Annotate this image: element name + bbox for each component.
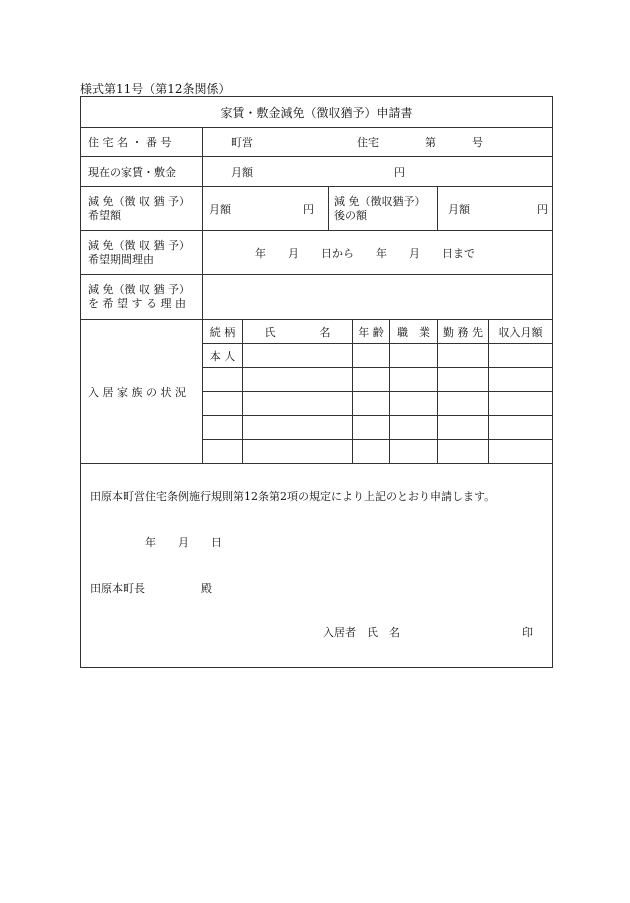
- family-header-occupation: 職 業: [390, 320, 438, 344]
- desired-amount-field[interactable]: [203, 187, 329, 231]
- period-value: 年 月 日から 年 月 日まで: [255, 246, 475, 260]
- family-header-age: 年 齢: [353, 320, 390, 344]
- family-name-cell[interactable]: [243, 344, 353, 368]
- address-number-prefix: 第: [425, 136, 436, 149]
- family-occupation-cell[interactable]: [390, 440, 438, 464]
- after-monthly-label: 月額: [448, 202, 470, 216]
- family-income-cell[interactable]: [489, 440, 553, 464]
- declaration-addressee: 田原本町長: [90, 582, 145, 595]
- family-workplace-cell[interactable]: [438, 368, 489, 392]
- address-town: 町営: [231, 136, 253, 149]
- family-income-cell[interactable]: [489, 392, 553, 416]
- family-name-cell[interactable]: [243, 368, 353, 392]
- family-occupation-cell[interactable]: [390, 392, 438, 416]
- address-field[interactable]: [203, 128, 553, 157]
- family-income-cell[interactable]: [489, 416, 553, 440]
- address-label: 住 宅 名 ・ 番 号: [81, 128, 203, 157]
- address-housing: 住宅: [357, 136, 379, 149]
- family-occupation-cell[interactable]: [390, 368, 438, 392]
- reason-label: 減 免（徴 収 猶 予） を 希 望 す る 理 由: [81, 275, 203, 320]
- family-occupation-cell[interactable]: [390, 416, 438, 440]
- period-field[interactable]: [203, 231, 553, 275]
- form-number-label: 様式第11号（第12条関係）: [80, 82, 231, 96]
- desired-yen-label: 円: [303, 202, 314, 216]
- form-title: 家賃・敷金減免（徴収猶予）申請書: [81, 97, 553, 128]
- current-rent-field[interactable]: [203, 157, 553, 187]
- family-name-cell[interactable]: [243, 392, 353, 416]
- family-self-relation: 本 人: [203, 344, 243, 368]
- family-age-cell[interactable]: [353, 368, 390, 392]
- family-header-name: 氏 名: [243, 320, 353, 344]
- declaration-honorific: 殿: [201, 582, 212, 595]
- application-form-table: [80, 96, 553, 668]
- family-header-relation: 続 柄: [203, 320, 243, 344]
- family-name-cell[interactable]: [243, 416, 353, 440]
- desired-monthly-label: 月額: [209, 202, 231, 216]
- resident-name-label: 入居者 氏 名: [323, 626, 400, 639]
- family-name-cell[interactable]: [243, 440, 353, 464]
- current-monthly-label: 月額: [231, 165, 253, 179]
- address-number-suffix: 号: [472, 136, 483, 149]
- family-age-cell[interactable]: [353, 344, 390, 368]
- declaration-date[interactable]: 年 月 日: [145, 536, 222, 549]
- after-amount-field[interactable]: [438, 187, 553, 231]
- seal-mark: 印: [522, 626, 533, 639]
- desired-amount-label: 減 免（徴 収 猶 予） 希望額: [81, 187, 203, 231]
- reason-field[interactable]: [203, 275, 553, 320]
- family-status-label: 入 居 家 族 の 状 況: [81, 320, 203, 464]
- family-workplace-cell[interactable]: [438, 344, 489, 368]
- family-relation-cell[interactable]: [203, 440, 243, 464]
- family-header-income: 収入月額: [489, 320, 553, 344]
- family-relation-cell[interactable]: [203, 392, 243, 416]
- family-age-cell[interactable]: [353, 416, 390, 440]
- family-workplace-cell[interactable]: [438, 416, 489, 440]
- family-workplace-cell[interactable]: [438, 392, 489, 416]
- family-age-cell[interactable]: [353, 440, 390, 464]
- current-rent-label: 現在の家賃・敷金: [81, 157, 203, 187]
- family-income-cell[interactable]: [489, 344, 553, 368]
- after-amount-label: 減 免（徴収猶予） 後の額: [329, 187, 438, 231]
- after-yen-label: 円: [537, 202, 548, 216]
- declaration-section: [81, 464, 553, 668]
- family-header-workplace: 勤 務 先: [438, 320, 489, 344]
- family-occupation-cell[interactable]: [390, 344, 438, 368]
- period-label: 減 免（徴 収 猶 予） 希望期間理由: [81, 231, 203, 275]
- family-age-cell[interactable]: [353, 392, 390, 416]
- family-income-cell[interactable]: [489, 368, 553, 392]
- family-relation-cell[interactable]: [203, 416, 243, 440]
- family-relation-cell[interactable]: [203, 368, 243, 392]
- current-yen-label: 円: [394, 165, 405, 179]
- declaration-statement: 田原本町営住宅条例施行規則第12条第2項の規定により上記のとおり申請します。: [90, 490, 496, 503]
- family-workplace-cell[interactable]: [438, 440, 489, 464]
